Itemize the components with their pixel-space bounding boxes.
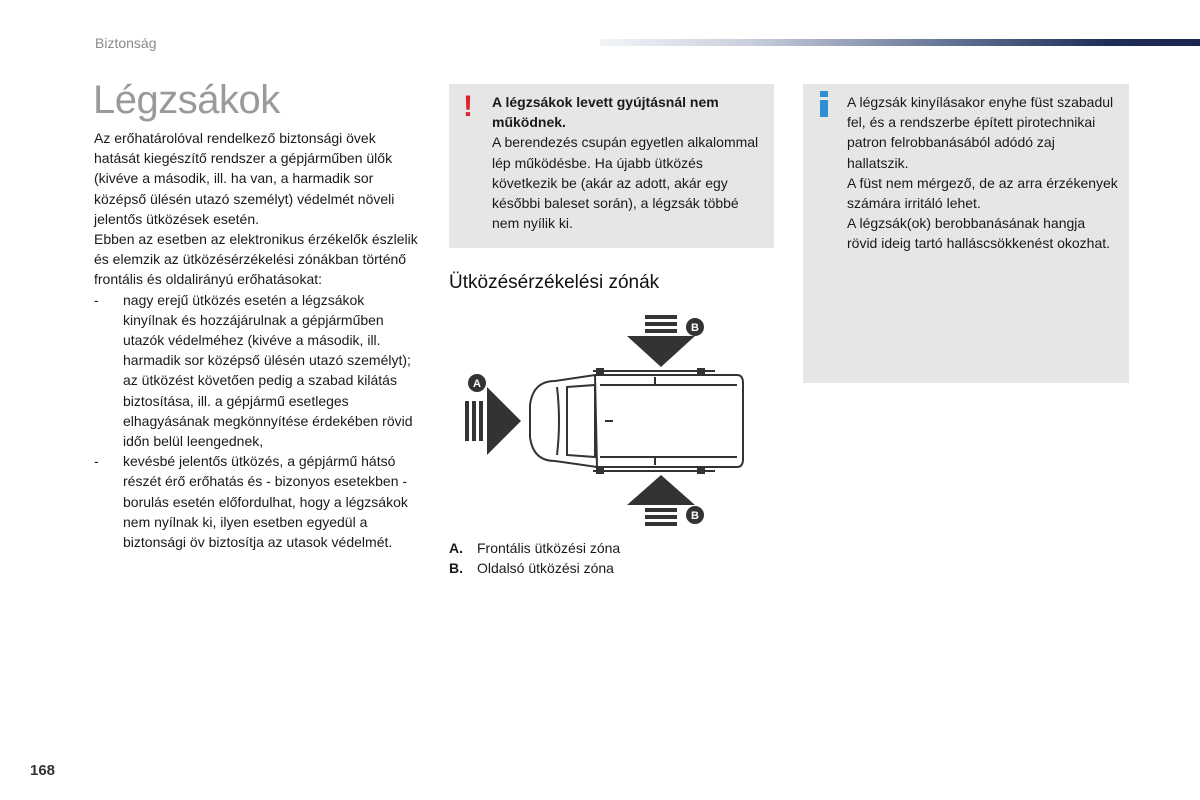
zone-a-badge [468, 374, 486, 392]
side-impact-arrow-bottom [627, 475, 695, 526]
page-number: 168 [30, 762, 56, 779]
list-item [94, 290, 419, 452]
side-impact-arrow-top [627, 315, 695, 367]
info-line: A légzsák(ok) berobbanásának hangja rövid ideig tartó halláscsökkenést okozhat. [847, 215, 1111, 252]
warning-content [492, 92, 764, 233]
info-box [803, 84, 1129, 383]
impact-zone-diagram [455, 305, 775, 530]
legend-text: Oldalsó ütközési zóna [477, 560, 614, 577]
header-gradient-bar [600, 39, 1200, 46]
diagram-legend [449, 538, 620, 578]
info-line: A füst nem mérgező, de az arra érzékenyek számára irritáló lehet. [847, 174, 1118, 212]
intro-paragraph-1: Az erőhatárolóval rendelkező biztonsági övek hatását kiegészítő rendszer a gépjárműben ülők (kivéve a második, ill. ha van, a harmadik sor középső ülésén utazó személyt) védelmét növeli jelentős ütközések esetén. [94, 130, 395, 227]
warning-title: A légzsákok levett gyújtásnál nem működnek. [492, 94, 719, 131]
legend-item [449, 558, 620, 578]
zone-b-label: B [691, 322, 699, 334]
warning-box [449, 84, 774, 248]
page-title: Légzsákok [93, 78, 280, 122]
legend-key: A. [449, 540, 463, 556]
zone-a-label: A [473, 378, 481, 390]
zone-b-badge-top [686, 318, 704, 336]
list-item [94, 451, 419, 552]
zone-b-label: B [691, 510, 699, 522]
list-dash: - [94, 453, 99, 470]
legend-text: Frontális ütközési zóna [477, 540, 621, 556]
legend-item [449, 538, 620, 558]
zones-heading: Ütközésérzékelési zónák [449, 272, 660, 293]
info-icon [817, 91, 831, 117]
info-line: A légzsák kinyílásakor enyhe füst szabadul fel, és a rendszerbe épített pirotechnikai patron felrobbanásából adódó zaj hallatszik. [847, 94, 1114, 171]
list-item-text: kevésbé jelentős ütközés, a gépjármű hátsó részét érő erőhatás és - bizonyos esetekben - borulás esetén előfordulhat, hogy a légzsákok nem nyílnak ki, ilyen esetben egyedül a biztonsági öv biztosítja az utasok védelmét. [123, 453, 408, 551]
vehicle-top-view [530, 369, 743, 473]
condition-list [94, 290, 419, 553]
intro-paragraph-2: Ebben az esetben az elektronikus érzékelők észlelik és elemzik az ütközésérzékelési zónákban történő frontális és oldalirányú erőhatásokat: [94, 231, 418, 288]
info-content [847, 92, 1119, 254]
section-label: Biztonság [95, 35, 157, 51]
list-item-text: nagy erejű ütközés esetén a légzsákok kinyílnak és hozzájárulnak a gépjárműben utazók védelméhez (kivéve a második, ill. harmadik sor középső ülésén utazó személyt); az ütközést követően pedig a szabad kilátás biztosítása, ill. a gépjármű esetleges elhagyásának megkönnyítése érdekében rövid időn belül leengednek, [123, 291, 413, 450]
intro-column [94, 128, 419, 552]
zone-b-badge-bottom [686, 506, 704, 524]
warning-body: A berendezés csupán egyetlen alkalommal lép működésbe. Ha újabb ütközés következik be (akár az adott, akár egy későbbi baleset során), a légzsák többé nem nyílik ki. [492, 134, 759, 232]
exclamation-icon: ! [463, 90, 473, 123]
list-dash: - [94, 291, 99, 308]
legend-key: B. [449, 560, 463, 577]
front-impact-arrow [465, 387, 521, 455]
